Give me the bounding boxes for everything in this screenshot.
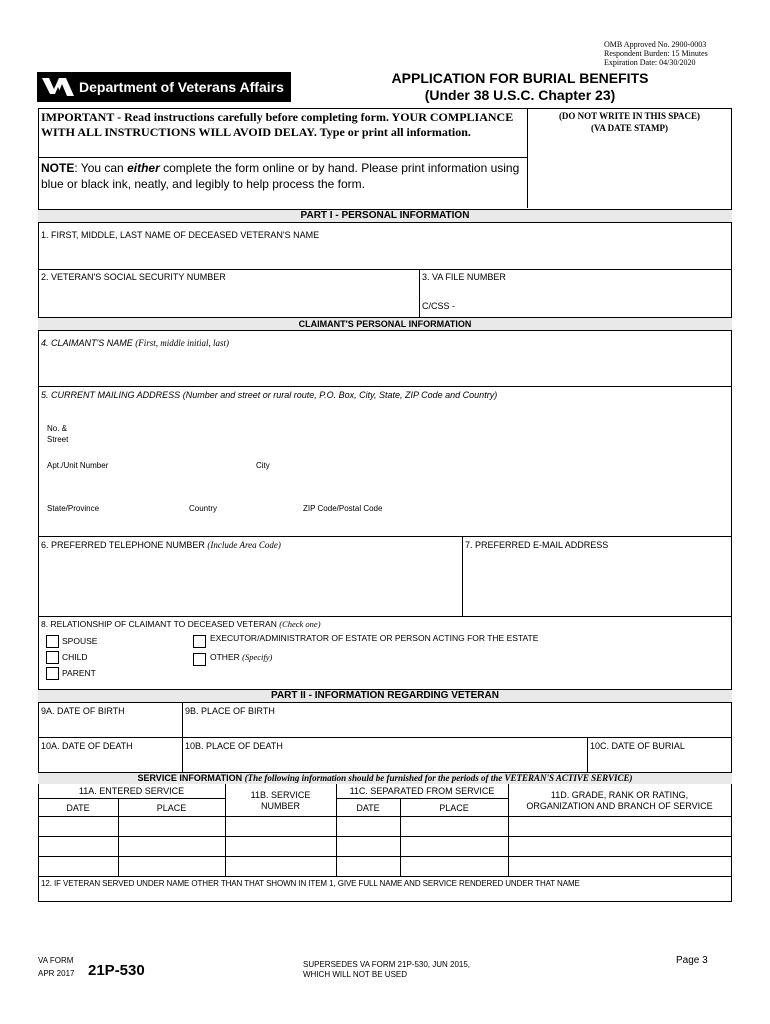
dob-field[interactable] [40, 718, 180, 736]
item5-hint: (Number and street or rural route, P.O. Box, City, State, ZIP Code and Country) [182, 390, 498, 400]
footer-date: APR 2017 [38, 969, 75, 978]
other-specify-field[interactable] [290, 650, 720, 666]
apt-label: Apt./Unit Number [47, 461, 109, 470]
city-field[interactable] [256, 472, 716, 492]
no-street-label-1: No. & [47, 424, 68, 433]
item11d-line2: ORGANIZATION AND BRANCH OF SERVICE [526, 801, 713, 811]
supersedes-line1: SUPERSEDES VA FORM 21P-530, JUN 2015, [303, 960, 471, 969]
supersedes-line2: WHICH WILL NOT BE USED [303, 970, 408, 979]
footer-page-number: Page 3 [676, 955, 708, 966]
item6-label [41, 540, 281, 551]
state-label: State/Province [47, 504, 100, 513]
service-row-1[interactable] [39, 817, 731, 836]
state-field[interactable] [47, 515, 177, 533]
child-label: CHILD [62, 652, 88, 662]
omb-number: OMB Approved No. 2900-0003 [604, 40, 707, 49]
item4-title: 4. CLAIMANT'S NAME [41, 338, 133, 348]
item7-label: 7. PREFERRED E-MAIL ADDRESS [465, 540, 609, 550]
item10b-label: 10B. PLACE OF DEATH [185, 741, 283, 751]
claimant-header: CLAIMANT'S PERSONAL INFORMATION [38, 317, 732, 331]
service-row-3[interactable] [39, 857, 731, 876]
child-checkbox[interactable] [46, 651, 59, 664]
entered-place-header: PLACE [156, 803, 187, 813]
entered-date-header: DATE [66, 803, 90, 813]
service-info-header [38, 772, 732, 784]
item11b-label [225, 790, 336, 812]
item6-hint: (Include Area Code) [207, 540, 281, 550]
item3-label: 3. VA FILE NUMBER [422, 272, 506, 282]
zip-field[interactable] [303, 515, 443, 533]
va-file-number-field[interactable] [421, 284, 730, 298]
item5-title: 5. CURRENT MAILING ADDRESS [41, 390, 181, 400]
omb-expiration: Expiration Date: 04/30/2020 [604, 58, 696, 67]
ccss-label: C/CSS - [422, 301, 456, 311]
footer-supersedes [303, 960, 470, 980]
telephone-field[interactable] [40, 553, 460, 613]
footer-va-form: VA FORM [38, 956, 74, 965]
city-label: City [256, 461, 270, 470]
street-field[interactable] [80, 420, 720, 444]
footer-form-number: 21P-530 [88, 962, 145, 979]
part2-header: PART II - INFORMATION REGARDING VETERAN [38, 689, 732, 703]
form-title-line2: (Under 38 U.S.C. Chapter 23) [424, 87, 616, 103]
separated-date-header: DATE [356, 803, 380, 813]
place-of-death-field[interactable] [184, 753, 584, 769]
date-of-death-field[interactable] [40, 753, 180, 769]
item9b-label: 9B. PLACE OF BIRTH [185, 706, 275, 716]
parent-checkbox[interactable] [46, 667, 59, 680]
note-label: NOTE [41, 161, 75, 175]
date-of-burial-field[interactable] [589, 753, 730, 769]
part1-header: PART I - PERSONAL INFORMATION [38, 209, 732, 223]
va-logo-bar [37, 72, 291, 102]
item1-label: 1. FIRST, MIDDLE, LAST NAME OF DECEASED VETERAN'S NAME [41, 230, 320, 240]
item8-label [41, 619, 321, 630]
email-field[interactable] [464, 553, 730, 613]
agency-name: Department of Veterans Affairs [79, 79, 284, 95]
item11c-label: 11C. SEPARATED FROM SERVICE [349, 786, 495, 796]
va-seal-icon [41, 75, 75, 99]
item10c-label: 10C. DATE OF BURIAL [590, 741, 685, 751]
item4-label [41, 338, 229, 349]
item4-hint: (First, middle initial, last) [135, 338, 230, 348]
item2-label: 2. VETERAN'S SOCIAL SECURITY NUMBER [41, 272, 226, 282]
claimant-name-field[interactable] [40, 350, 730, 384]
note-text-b: complete the form online or by hand. Please print information using blue or black ink, neatly, and legibly to help process the form. [41, 161, 520, 191]
omb-info [604, 40, 708, 67]
item12-label: 12. IF VETERAN SERVED UNDER NAME OTHER THAN THAT SHOWN IN ITEM 1, GIVE FULL NAME AND SERVICE RENDERED UNDER THAT NAME [41, 879, 580, 888]
item6-title: 6. PREFERRED TELEPHONE NUMBER [41, 540, 205, 550]
va-date-stamp-area [528, 110, 731, 134]
item8-title: 8. RELATIONSHIP OF CLAIMANT TO DECEASED VETERAN [41, 619, 277, 629]
stamp-line1: (DO NOT WRITE IN THIS SPACE) [558, 111, 701, 121]
other-name-field[interactable] [40, 890, 730, 900]
no-street-label [47, 423, 68, 445]
note-instructions [41, 160, 525, 192]
apt-field[interactable] [47, 472, 237, 492]
spouse-checkbox[interactable] [46, 635, 59, 648]
other-title: OTHER [210, 652, 240, 662]
place-of-birth-field[interactable] [184, 718, 730, 736]
important-instructions: IMPORTANT - Read instructions carefully before completing form. YOUR COMPLIANCE WITH ALL INSTRUCTIONS WILL AVOID DELAY. Type or print all information. [41, 110, 514, 139]
note-text-a: : You can [74, 161, 128, 175]
item10a-label: 10A. DATE OF DEATH [41, 741, 133, 751]
veteran-name-field[interactable] [40, 242, 730, 268]
service-info-title: SERVICE INFORMATION [137, 773, 243, 783]
item9a-label: 9A. DATE OF BIRTH [41, 706, 125, 716]
other-hint: (Specify) [242, 652, 273, 662]
omb-burden: Respondent Burden: 15 Minutes [604, 49, 708, 58]
separated-place-header: PLACE [439, 803, 469, 813]
item11b-line2: NUMBER [260, 801, 300, 811]
item11d-line1: 11D. GRADE, RANK OR RATING, [550, 790, 689, 800]
executor-checkbox[interactable] [193, 635, 206, 648]
form-title-line1: APPLICATION FOR BURIAL BENEFITS [391, 70, 649, 86]
note-emphasis: either [127, 161, 160, 175]
item5-label [41, 390, 497, 401]
other-label [210, 652, 272, 663]
spouse-label: SPOUSE [62, 636, 98, 646]
item11a-label: 11A. ENTERED SERVICE [78, 786, 185, 796]
ssn-field[interactable] [40, 285, 418, 315]
executor-label: EXECUTOR/ADMINISTRATOR OF ESTATE OR PERSON ACTING FOR THE ESTATE [210, 633, 539, 643]
item11b-line1: 11B. SERVICE [250, 790, 311, 800]
other-checkbox[interactable] [193, 653, 206, 666]
country-field[interactable] [189, 515, 289, 533]
form-title [330, 70, 710, 104]
stamp-line2: (VA DATE STAMP) [590, 123, 668, 133]
service-info-hint: (The following information should be furnished for the periods of the VETERAN'S ACTIVE SERVICE) [244, 773, 633, 783]
service-row-2[interactable] [39, 837, 731, 856]
zip-label: ZIP Code/Postal Code [303, 504, 383, 513]
no-street-label-2: Street [47, 435, 69, 444]
country-label: Country [189, 504, 218, 513]
item8-hint: (Check one) [279, 619, 321, 629]
item11d-label [508, 790, 731, 812]
parent-label: PARENT [62, 668, 96, 678]
